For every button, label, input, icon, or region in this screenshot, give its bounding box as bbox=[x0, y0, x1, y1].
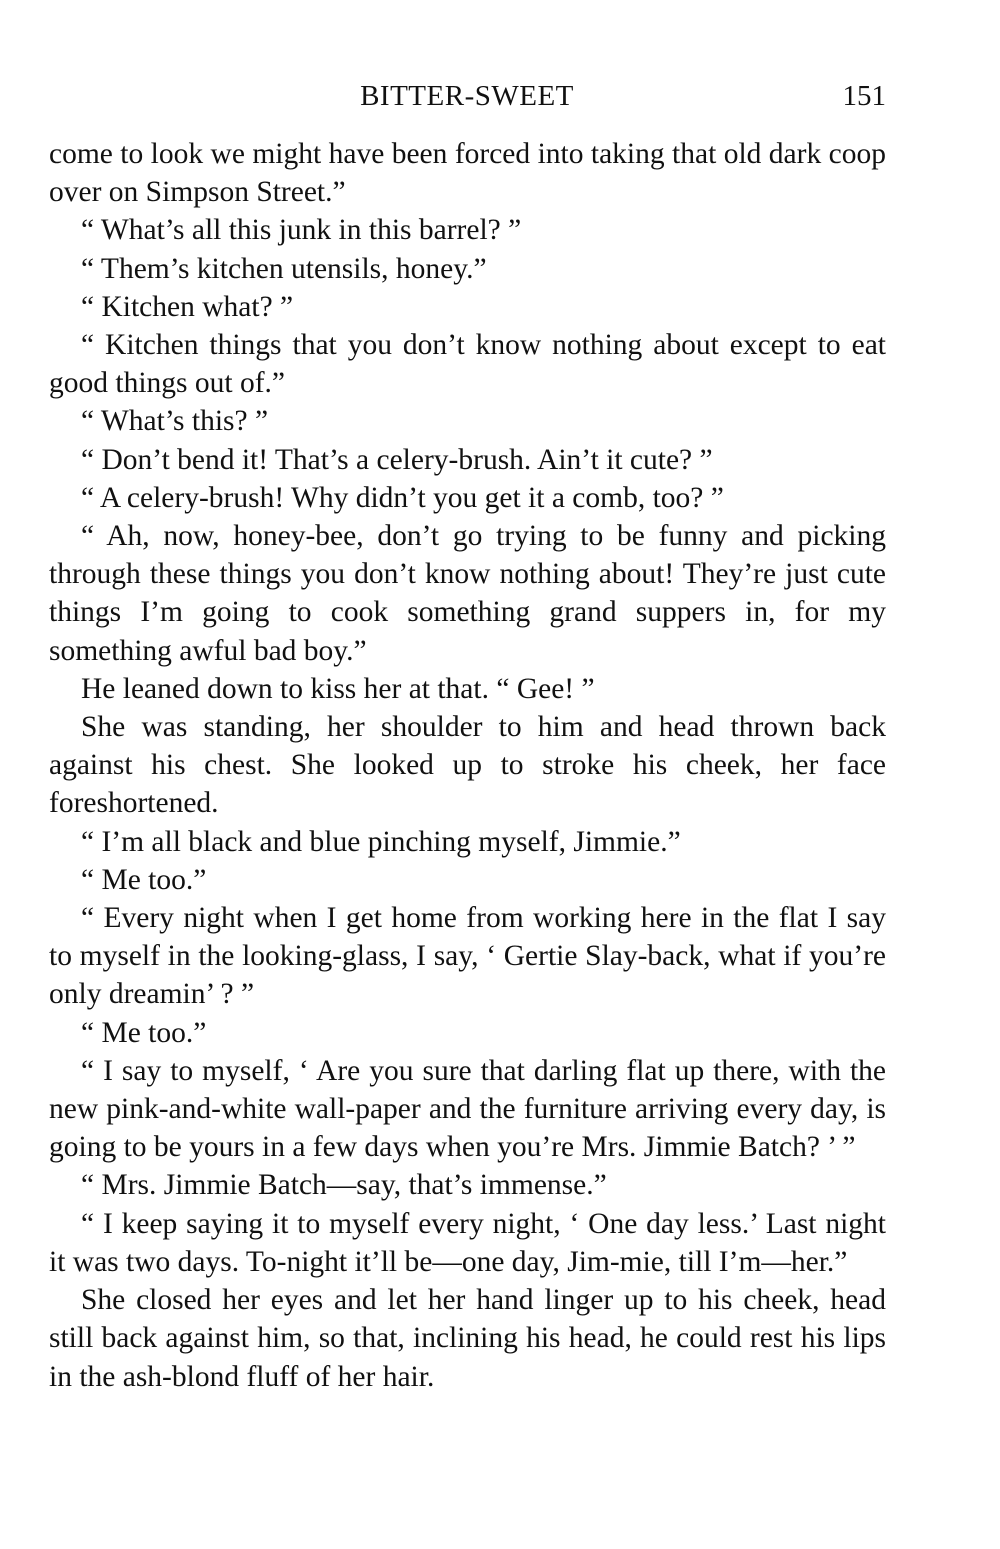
paragraph: She was standing, her shoulder to him and head thrown back against his chest. She looked up to stroke his cheek, her face foreshortened. bbox=[49, 711, 886, 820]
paragraph: “ Me too.” bbox=[81, 863, 207, 896]
paragraph: “ What’s all this junk in this barrel? ” bbox=[81, 214, 522, 247]
paragraph: come to look we might have been forced into taking that old dark coop over on Simpson Street.” bbox=[49, 138, 886, 209]
paragraph: “ I say to myself, ‘ Are you sure that darling flat up there, with the new pink-and-white wall-paper and the furniture arriving every day, is going to be yours in a few days when you’re Mrs. Jimmie Batch? ’ ” bbox=[49, 1054, 886, 1164]
paragraph: “ Kitchen what? ” bbox=[81, 290, 294, 323]
running-title: BITTER-SWEET bbox=[360, 80, 574, 112]
running-head bbox=[48, 78, 886, 118]
paragraph: “ I’m all black and blue pinching myself, Jimmie.” bbox=[81, 825, 681, 858]
paragraph: “ Ah, now, honey-bee, don’t go trying to be funny and picking through these things you don’t know nothing about! They’re just cute things I’m going to cook something grand suppers in, for my something awful bad boy.” bbox=[49, 520, 886, 667]
body-text bbox=[49, 135, 886, 1396]
paragraph: “ I keep saying it to myself every night, ‘ One day less.’ Last night it was two days. To-night it’ll be—one day, Jim-mie, till I’m—her.” bbox=[49, 1207, 886, 1278]
paragraph: “ Kitchen things that you don’t know nothing about except to eat good things out of.” bbox=[49, 329, 886, 400]
paragraph: She closed her eyes and let her hand linger up to his cheek, head still back against him, so that, inclining his head, he could rest his lips in the ash-blond fluff of her hair. bbox=[49, 1284, 886, 1393]
page-number: 151 bbox=[842, 80, 886, 112]
paragraph: “ Me too.” bbox=[81, 1016, 207, 1049]
paragraph: “ Don’t bend it! That’s a celery-brush. Ain’t it cute? ” bbox=[81, 443, 713, 476]
paragraph: “ Every night when I get home from working here in the flat I say to myself in the looking-glass, I say, ‘ Gertie Slay-back, what if you’re only dreamin’ ? ” bbox=[49, 902, 886, 1011]
paragraph: “ Them’s kitchen utensils, honey.” bbox=[81, 252, 487, 285]
paragraph: “ What’s this? ” bbox=[81, 405, 269, 438]
paragraph: “ Mrs. Jimmie Batch—say, that’s immense.” bbox=[81, 1169, 607, 1202]
paragraph: “ A celery-brush! Why didn’t you get it a comb, too? ” bbox=[81, 481, 724, 514]
paragraph: He leaned down to kiss her at that. “ Gee! ” bbox=[81, 672, 595, 705]
